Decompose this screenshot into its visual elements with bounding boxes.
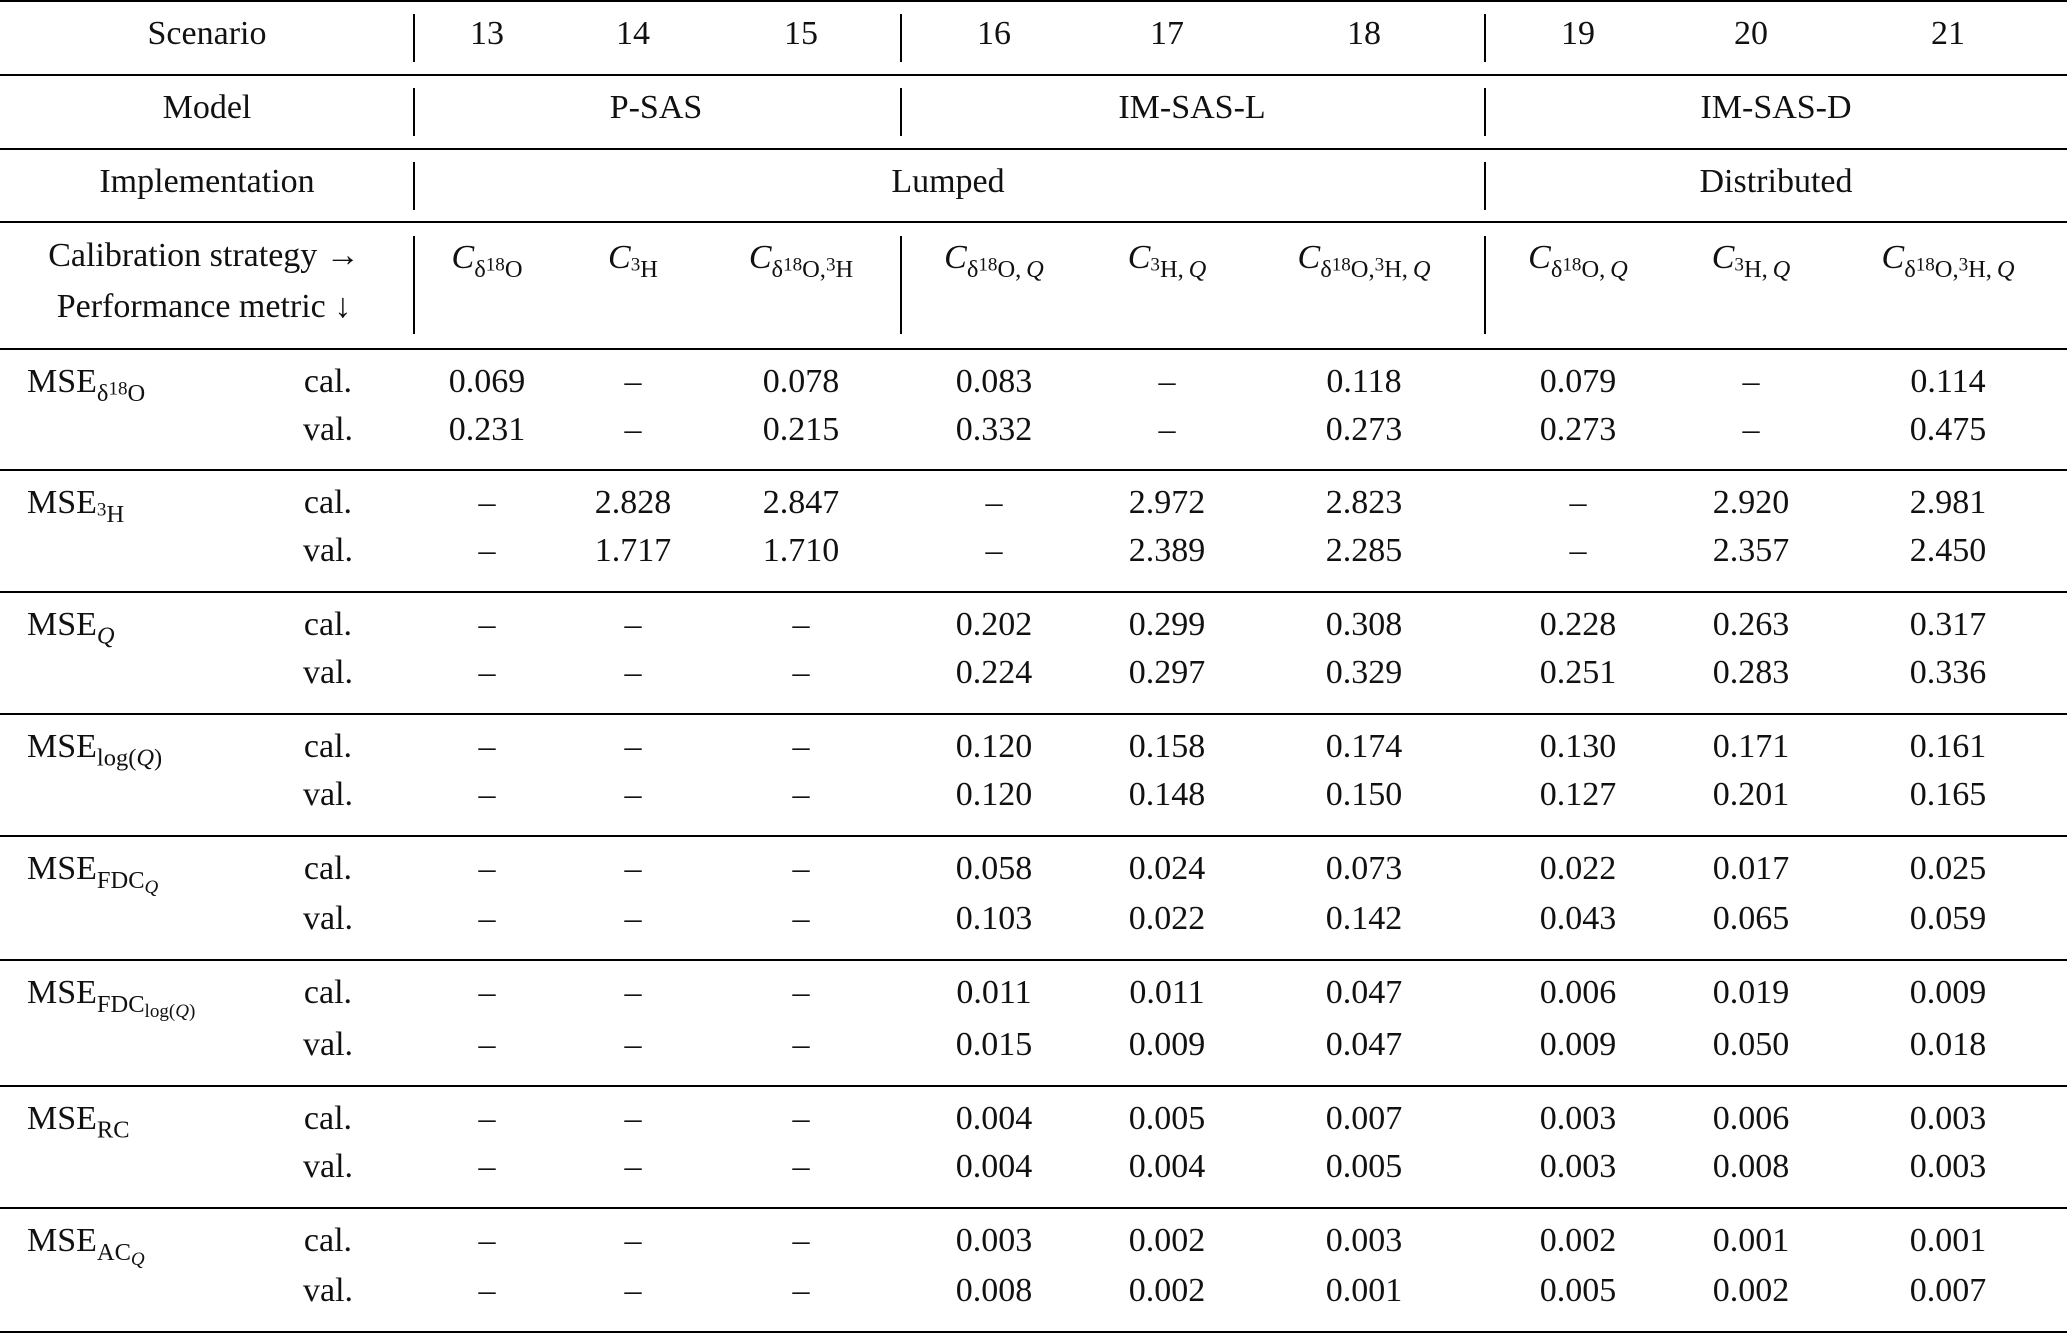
val-row-label: val. [302,411,354,448]
model-name: IM-SAS-D [1700,89,1852,126]
scenario-number: 13 [470,15,504,52]
table-cell: 0.142 [1325,900,1403,937]
table-cell: 0.002 [1712,1272,1790,1309]
table-cell: – [624,363,642,400]
table-cell: 2.828 [594,484,672,521]
table-cell: – [792,1148,810,1185]
table-cell: – [478,850,496,887]
table-cell: – [792,900,810,937]
metric-label: $MSE_Q$ [27,606,115,650]
calibration-strategy: $C_{\delta^{18}O, Q}$ [1528,239,1628,283]
rule-line [0,959,2067,961]
scenario-number: 19 [1561,15,1595,52]
metric-label: $MSE_{RC}$ [27,1100,130,1144]
table-cell: 0.007 [1909,1272,1987,1309]
table-cell: 0.118 [1326,363,1402,400]
table-cell: – [792,728,810,765]
table-cell: 0.059 [1909,900,1987,937]
table-cell: 0.332 [955,411,1033,448]
table-cell: 0.008 [955,1272,1033,1309]
table-cell: – [792,850,810,887]
table-cell: 2.357 [1712,532,1790,569]
scenario-number: 16 [977,15,1011,52]
table-cell: 0.165 [1909,776,1987,813]
table-cell: 0.273 [1539,411,1617,448]
column-separator [900,88,902,136]
table-cell: 0.065 [1712,900,1790,937]
table-cell: 2.981 [1909,484,1987,521]
rule-line [0,469,2067,471]
table-cell: 0.202 [955,606,1033,643]
cal-row-label: cal. [303,850,353,887]
table-cell: 1.717 [594,532,672,569]
table-cell: 0.008 [1712,1148,1790,1185]
table-cell: – [478,1148,496,1185]
table-cell: 0.224 [955,654,1033,691]
table-cell: – [478,728,496,765]
cal-row-label: cal. [303,728,353,765]
table-cell: – [478,900,496,937]
rule-line [0,713,2067,715]
rule-bottom [0,1331,2067,1333]
table-cell: 0.083 [955,363,1033,400]
table-cell: 2.823 [1325,484,1403,521]
table-cell: 0.336 [1909,654,1987,691]
table-cell: – [624,1272,642,1309]
cal-row-label: cal. [303,1100,353,1137]
table-cell: 0.058 [955,850,1033,887]
table-cell: – [624,411,642,448]
table-cell: – [624,900,642,937]
table-cell: 2.972 [1128,484,1206,521]
model-label: Model [162,89,252,126]
table-cell: 0.273 [1325,411,1403,448]
column-separator [413,88,415,136]
table-cell: 0.130 [1539,728,1617,765]
rule-line [0,348,2067,350]
table-cell: – [624,728,642,765]
performance-metric-label: Performance metric ↓ [56,288,352,325]
table-cell: – [1158,411,1176,448]
table-cell: – [624,974,642,1011]
table-cell: 0.018 [1909,1026,1987,1063]
column-separator [1484,88,1486,136]
table-cell: 0.050 [1712,1026,1790,1063]
metric-label: $MSE_{log(Q)}$ [27,728,163,772]
calibration-strategy: $C_{\delta^{18}O,^3H, Q}$ [1297,239,1431,283]
table-cell: 0.161 [1909,728,1987,765]
table-cell: – [478,974,496,1011]
table-cell: 0.011 [1129,974,1205,1011]
table-cell: – [478,1222,496,1259]
metric-label: $MSE_{FDC_Q}$ [27,850,159,898]
table-cell: 0.004 [955,1148,1033,1185]
val-row-label: val. [302,1272,354,1309]
column-separator [413,14,415,62]
cal-row-label: cal. [303,1222,353,1259]
table-cell: 2.389 [1128,532,1206,569]
rule-line [0,148,2067,150]
calibration-strategy: $C_{\delta^{18}O,^3H}$ [748,239,854,283]
table-cell: 0.317 [1909,606,1987,643]
table-cell: 0.174 [1325,728,1403,765]
table-cell: 0.015 [955,1026,1033,1063]
table-cell: 0.283 [1712,654,1790,691]
table-cell: 0.475 [1909,411,1987,448]
table-cell: 0.043 [1539,900,1617,937]
table-cell: 0.003 [1325,1222,1403,1259]
table-cell: – [478,532,496,569]
table-cell: – [792,1222,810,1259]
table-cell: 0.215 [762,411,840,448]
rule-line [0,591,2067,593]
table-cell: 0.078 [762,363,840,400]
table-cell: 0.201 [1712,776,1790,813]
metric-label: $MSE_{FDC_{log(Q)}}$ [27,974,196,1022]
column-separator [413,162,415,210]
calibration-strategy: $C_{\delta^{18}O, Q}$ [944,239,1044,283]
table-cell: – [478,1100,496,1137]
rule-line [0,74,2067,76]
table-cell: 0.001 [1909,1222,1987,1259]
table-cell: 0.047 [1325,974,1403,1011]
metric-label: $MSE_{\delta^{18}O}$ [27,363,146,407]
column-separator [900,236,902,334]
table-cell: 0.004 [955,1100,1033,1137]
table-cell: – [792,606,810,643]
table-cell: 0.150 [1325,776,1403,813]
calibration-strategy: $C_{^3H, Q}$ [1127,239,1207,283]
table-cell: 0.079 [1539,363,1617,400]
table-cell: – [1569,484,1587,521]
table-cell: 0.019 [1712,974,1790,1011]
table-cell: 0.171 [1712,728,1790,765]
table-cell: 0.003 [1539,1100,1617,1137]
table-cell: 0.003 [1539,1148,1617,1185]
table-cell: 0.073 [1325,850,1403,887]
scenario-number: 21 [1931,15,1965,52]
cal-row-label: cal. [303,974,353,1011]
implementation-name: Lumped [891,163,1005,200]
val-row-label: val. [302,654,354,691]
table-cell: 0.011 [956,974,1032,1011]
cal-row-label: cal. [303,484,353,521]
calibration-strategy: $C_{\delta^{18}O,^3H, Q}$ [1881,239,2015,283]
table-cell: 2.450 [1909,532,1987,569]
calibration-strategy: $C_{\delta^{18}O}$ [451,239,523,283]
table-cell: – [624,654,642,691]
table-cell: 0.001 [1712,1222,1790,1259]
table-cell: 0.005 [1539,1272,1617,1309]
table-cell: 0.263 [1712,606,1790,643]
scenario-label: Scenario [147,15,267,52]
table-cell: 0.231 [448,411,526,448]
table-cell: 0.158 [1128,728,1206,765]
implementation-name: Distributed [1699,163,1853,200]
table-cell: 2.847 [762,484,840,521]
table-cell: 0.024 [1128,850,1206,887]
table-cell: 0.251 [1539,654,1617,691]
table-cell: 0.297 [1128,654,1206,691]
metric-label: $MSE_{AC_Q}$ [27,1222,145,1270]
scenario-number: 15 [784,15,818,52]
scenario-number: 17 [1150,15,1184,52]
table-cell: 0.022 [1128,900,1206,937]
table-cell: – [478,1026,496,1063]
table-cell: – [624,776,642,813]
scenario-number: 14 [616,15,650,52]
table-cell: – [478,1272,496,1309]
val-row-label: val. [302,900,354,937]
metric-label: $MSE_{^3H}$ [27,484,125,528]
table-cell: 0.114 [1910,363,1986,400]
table-cell: 0.002 [1539,1222,1617,1259]
table-cell: – [478,484,496,521]
table-cell: – [624,1148,642,1185]
table-cell: – [1569,532,1587,569]
table-cell: 0.003 [955,1222,1033,1259]
table-cell: 0.001 [1325,1272,1403,1309]
table-cell: 0.022 [1539,850,1617,887]
table-cell: 0.308 [1325,606,1403,643]
table-cell: – [624,606,642,643]
table-cell: 0.009 [1539,1026,1617,1063]
table-cell: – [478,654,496,691]
cal-row-label: cal. [303,606,353,643]
column-separator [413,236,415,334]
table-cell: 0.006 [1712,1100,1790,1137]
implementation-label: Implementation [99,163,315,200]
table-cell: – [1158,363,1176,400]
column-separator [1484,236,1486,334]
table-cell: 0.103 [955,900,1033,937]
table-cell: 0.148 [1128,776,1206,813]
table-cell: 0.120 [955,776,1033,813]
table-cell: – [624,1100,642,1137]
rule-line [0,835,2067,837]
model-name: P-SAS [609,89,703,126]
table-cell: – [624,850,642,887]
table-cell: 0.299 [1128,606,1206,643]
table-cell: 0.003 [1909,1100,1987,1137]
table-cell: 0.120 [955,728,1033,765]
table-cell: – [1742,363,1760,400]
table-cell: – [1742,411,1760,448]
table-cell: 0.004 [1128,1148,1206,1185]
table-cell: 0.006 [1539,974,1617,1011]
table-cell: – [985,484,1003,521]
table-cell: 0.005 [1128,1100,1206,1137]
calibration-strategy: $C_{^3H}$ [608,239,658,283]
table-cell: 0.007 [1325,1100,1403,1137]
model-name: IM-SAS-L [1118,89,1266,126]
table-cell: 0.003 [1909,1148,1987,1185]
table-cell: 0.009 [1909,974,1987,1011]
table-cell: 0.047 [1325,1026,1403,1063]
table-cell: – [792,974,810,1011]
val-row-label: val. [302,1148,354,1185]
table-cell: 0.002 [1128,1272,1206,1309]
column-separator [1484,14,1486,62]
rule-line [0,1085,2067,1087]
table-cell: 0.017 [1712,850,1790,887]
rule-top [0,0,2067,2]
rule-line [0,1207,2067,1209]
table-cell: 0.002 [1128,1222,1206,1259]
table-cell: – [478,776,496,813]
val-row-label: val. [302,532,354,569]
table-cell: – [985,532,1003,569]
table-cell: 0.228 [1539,606,1617,643]
table-cell: – [792,1026,810,1063]
calibration-strategy-label: Calibration strategy → [48,237,360,274]
rule-line [0,221,2067,223]
table-cell: 0.009 [1128,1026,1206,1063]
table-cell: – [478,606,496,643]
table-cell: 1.710 [762,532,840,569]
table-cell: – [792,776,810,813]
scenario-number: 18 [1347,15,1381,52]
scenario-number: 20 [1734,15,1768,52]
table-cell: – [792,1272,810,1309]
val-row-label: val. [302,1026,354,1063]
table-cell: 0.069 [448,363,526,400]
column-separator [900,14,902,62]
table-cell: – [624,1222,642,1259]
table-cell: 0.329 [1325,654,1403,691]
table-cell: 0.005 [1325,1148,1403,1185]
calibration-strategy: $C_{^3H, Q}$ [1711,239,1791,283]
table-cell: – [792,1100,810,1137]
table-cell: 2.920 [1712,484,1790,521]
table-cell: – [624,1026,642,1063]
val-row-label: val. [302,776,354,813]
column-separator [1484,162,1486,210]
table-cell: 0.127 [1539,776,1617,813]
table-cell: 0.025 [1909,850,1987,887]
table-cell: – [792,654,810,691]
cal-row-label: cal. [303,363,353,400]
table-cell: 2.285 [1325,532,1403,569]
